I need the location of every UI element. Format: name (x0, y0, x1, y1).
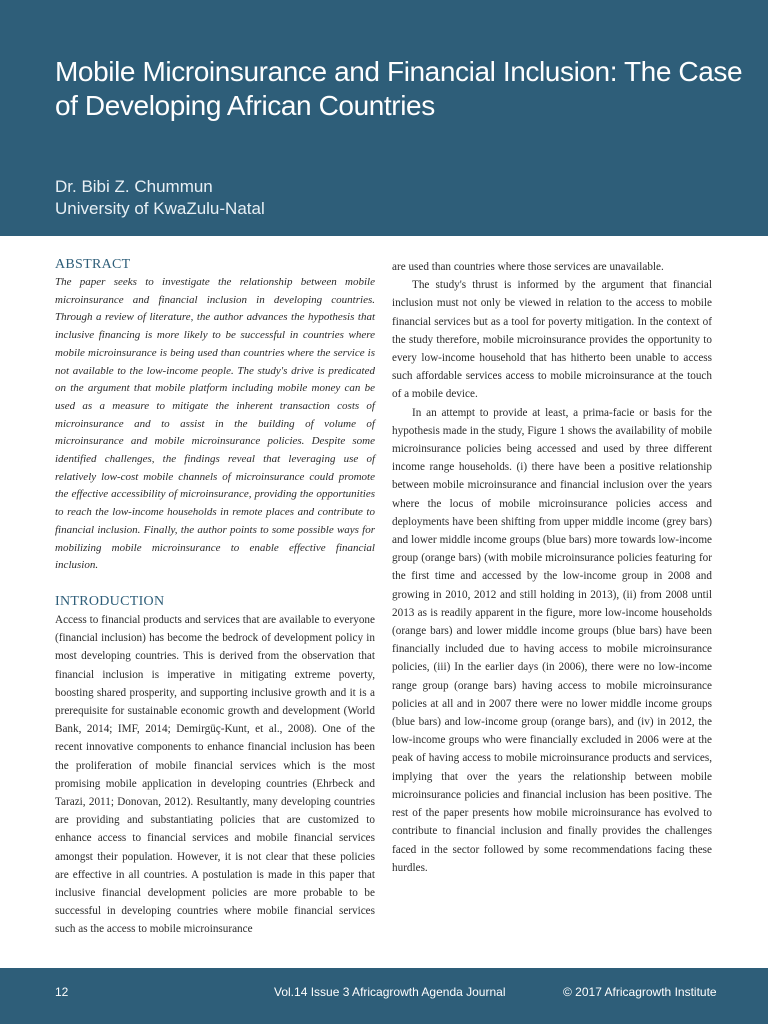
intro-paragraph-1-continued: are used than countries where those services are unavailable. (392, 261, 664, 273)
abstract-heading: ABSTRACT (55, 257, 131, 272)
intro-paragraph-1: Access to financial products and services that are available to everyone (financial inclusion) has become the bedrock of development policy in most developing countries. This is derived from the observation that financial inclusion is imperative in mitigating extreme poverty, boosting shared prosperity, and supporting inclusive growth and it is a prerequisite for sustainable economic growth and development (World Bank, 2014; IMF, 2014; Demirgüç-Kunt, et al., 2008). One of the recent innovative components to enhance financial inclusion has been the proliferation of mobile financial services which is the most promising mobile application in developing countries (Ehrbeck and Tarazi, 2011; Donovan, 2012). Resultantly, many developing countries are providing and substantiating policies that are customized to enhance access to financial services and mobile financial services amongst their population. However, it is not clear that these policies are effective in all countries. A postulation is made in this paper that inclusive financial development policies are more probable to be successful in developing countries where mobile financial services such as the access to mobile microinsurance (55, 613, 375, 936)
copyright-notice: © 2017 Africagrowth Institute (563, 985, 717, 999)
author-affiliation: University of KwaZulu-Natal (55, 199, 265, 218)
footer-bar (0, 968, 768, 1024)
journal-info: Vol.14 Issue 3 Africagrowth Agenda Journal (274, 985, 506, 999)
intro-paragraph-3: In an attempt to provide at least, a prima-facie or basis for the hypothesis made in the study, Figure 1 shows the availability of mobile microinsurance policies being accessed and used by three different income range households. (i) there have been a positive relationship between mobile microinsurance and financial inclusion over the years where the locus of mobile microinsurance policies access and deployments have been shifting from upper middle income (grey bars) and lower middle income groups (blue bars) more towards low-income group (orange bars) (with mobile microinsurance policies featuring for the first time and accessed by the low-income group in 2008 and growing in 2010, 2012 and still holding in 2013), (ii) from 2008 until 2013 as is readily apparent in the figure, more low-income households (orange bars) and lower middle income groups (blue bars) have been financially included due to having access to mobile microinsurance policies, (iii) In the earlier days (in 2006), there were no low-income range group (orange bars) having access to mobile microinsurance policies at all and in 2007 there were no lower middle income groups (blue bars) and low-income group (orange bars), and (iv) in 2012, the low-income groups who were financially excluded in 2006 were at the peak of having access to mobile microinsurance products and services, implying that over the years the relationship between mobile microinsurance policies and financial inclusion has been positive. The rest of the paper presents how mobile microinsurance has evolved to contribute to financial inclusion and finally provides the challenges faced in the sector followed by some recommendations facing these hurdles. (392, 406, 712, 874)
intro-paragraph-2: The study's thrust is informed by the argument that financial inclusion must not only be viewed in relation to the access to mobile financial services but as a tool for poverty mitigation. In the context of the study therefore, mobile microinsurance provides the opportunity to every low-income household that has hitherto been unable to access such affordable services access to mobile microinsurance at the touch of a mobile device. (392, 279, 712, 401)
introduction-heading: INTRODUCTION (55, 593, 165, 609)
abstract-text: The paper seeks to investigate the relationship between mobile microinsurance and financial inclusion in developing countries. Through a review of literature, the author advances the hypothesis that inclusive financing is more likely to be successful in countries where mobile microinsurance is being used than countries where the service is not available to the low-income people. The study's drive is predicated on the argument that mobile platform including mobile money can be used as a measure to mitigate the inherent transaction costs of microinsurance and to assist in the building of volume of microinsurance and mobile microinsurance policies. Despite some identified challenges, the findings reveal that leveraging use of relatively low-cost mobile channels of microinsurance could promote the effective accessibility of microinsurance, providing the opportunities to reach the low-income households in remote places and contribute to financial inclusion. Finally, the author points to some possible ways for mobilizing mobile microinsurance to enable effective financial inclusion. (55, 276, 375, 572)
left-column (55, 256, 375, 939)
page-number: 12 (55, 985, 69, 999)
author-name: Dr. Bibi Z. Chummun (55, 177, 213, 196)
paper-title: Mobile Microinsurance and Financial Inclusion: The Case of Developing African Countries (55, 56, 743, 121)
title-banner (0, 0, 768, 236)
right-column (392, 258, 712, 877)
